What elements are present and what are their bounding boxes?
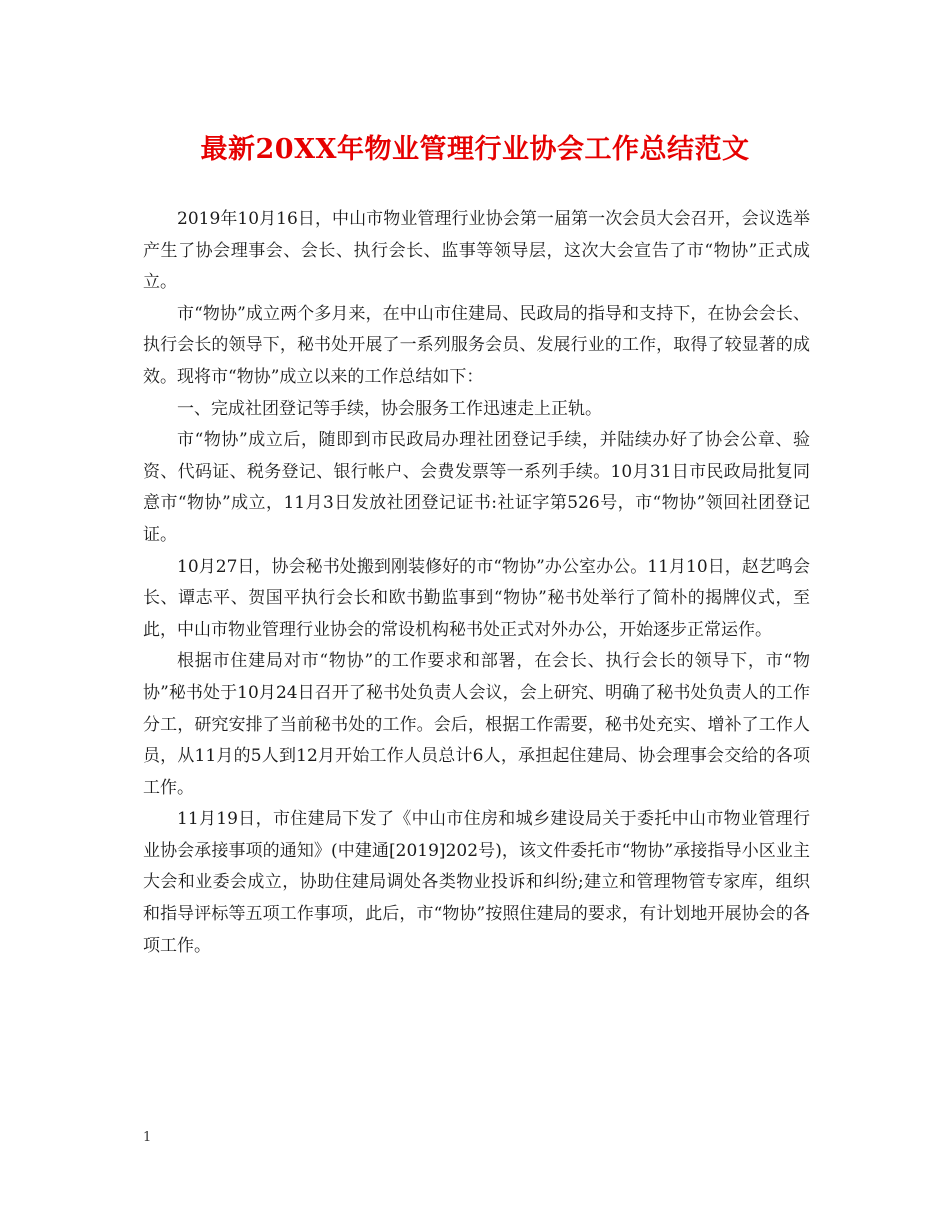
document-title: 最新20XX年物业管理行业协会工作总结范文	[200, 134, 750, 165]
paragraph: 根据市住建局对市“物协”的工作要求和部署，在会长、执行会长的领导下，市“物协”秘书处于10月24日召开了秘书处负责人会议，会上研究、明确了秘书处负责人的工作分工，研究安排了当前秘书处的工作。会后，根据工作需要，秘书处充实、增补了工作人员，从11月的5人到12月开始工作人员总计6人，承担起住建局、协会理事会交给的各项工作。	[143, 651, 810, 798]
document-body	[143, 204, 810, 962]
paragraph: 市“物协”成立两个多月来，在中山市住建局、民政局的指导和支持下，在协会会长、执行会长的领导下，秘书处开展了一系列服务会员、发展行业的工作，取得了较显著的成效。现将市“物协”成立以来的工作总结如下：	[143, 303, 810, 387]
page-number: 1	[143, 1130, 152, 1145]
paragraph: 10月27日，协会秘书处搬到刚装修好的市“物协”办公室办公。11月10日，赵艺鸣会长、谭志平、贺国平执行会长和欧书勤监事到“物协”秘书处举行了简朴的揭牌仪式，至此，中山市物业管理行业协会的常设机构秘书处正式对外办公，开始逐步正常运作。	[143, 556, 810, 640]
paragraph: 11月19日，市住建局下发了《中山市住房和城乡建设局关于委托中山市物业管理行业协会承接事项的通知》(中建通[2019]202号)，该文件委托市“物协”承接指导小区业主大会和业委会成立，协助住建局调处各类物业投诉和纠纷;建立和管理物管专家库，组织和指导评标等五项工作事项，此后，市“物协”按照住建局的要求，有计划地开展协会的各项工作。	[143, 809, 810, 956]
section-heading: 一、完成社团登记等手续，协会服务工作迅速走上正轨。	[177, 398, 602, 419]
paragraph: 市“物协”成立后，随即到市民政局办理社团登记手续，并陆续办好了协会公章、验资、代码证、税务登记、银行帐户、会费发票等一系列手续。10月31日市民政局批复同意市“物协”成立，11月3日发放社团登记证书:社证字第526号，市“物协”领回社团登记证。	[143, 430, 810, 545]
paragraph: 2019年10月16日，中山市物业管理行业协会第一届第一次会员大会召开，会议选举产生了协会理事会、会长、执行会长、监事等领导层，这次大会宣告了市“物协”正式成立。	[143, 209, 810, 293]
